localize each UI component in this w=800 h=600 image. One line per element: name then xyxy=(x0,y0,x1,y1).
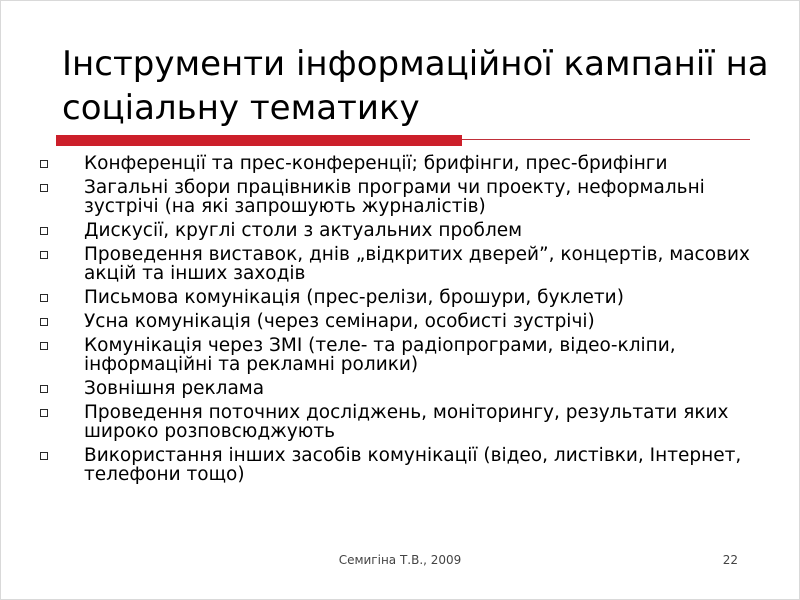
slide-title: Інструменти інформаційної кампанії на соціальну тематику xyxy=(62,44,769,128)
footer-author: Семигіна Т.В., 2009 xyxy=(338,553,462,567)
square-bullet-icon xyxy=(40,385,48,393)
bullet-text: Усна комунікація (через семінари, особисті зустрічі) xyxy=(84,311,595,332)
title-underline-thick-bar xyxy=(56,135,462,146)
title-underline xyxy=(56,135,750,151)
square-bullet-icon xyxy=(40,452,48,460)
bullet-text: Конференції та прес-конференції; брифінги, прес-брифінги xyxy=(84,153,668,174)
square-bullet-icon xyxy=(40,318,48,326)
bullet-item xyxy=(36,154,776,173)
bullet-list xyxy=(36,154,776,489)
square-bullet-icon xyxy=(40,251,48,259)
square-bullet-icon xyxy=(40,227,48,235)
title-underline-thin-line xyxy=(462,139,750,140)
bullet-item xyxy=(36,288,776,307)
bullet-item xyxy=(36,403,776,441)
bullet-text: Письмова комунікація (прес-релізи, брошури, буклети) xyxy=(84,287,624,308)
bullet-item xyxy=(36,221,776,240)
bullet-item xyxy=(36,379,776,398)
bullet-item xyxy=(36,178,776,216)
square-bullet-icon xyxy=(40,160,48,168)
bullet-text: Зовнішня реклама xyxy=(84,378,265,399)
bullet-item xyxy=(36,312,776,331)
bullet-text: Загальні збори працівників програми чи проекту, неформальні зустрічі (на які запрошують журналістів) xyxy=(84,177,705,217)
square-bullet-icon xyxy=(40,184,48,192)
bullet-item xyxy=(36,446,776,484)
bullet-text: Використання інших засобів комунікації (відео, листівки, Інтернет, телефони тощо) xyxy=(84,445,742,485)
bullet-text: Проведення виставок, днів „відкритих дверей”, концертів, масових акцій та інших заходів xyxy=(84,244,750,284)
square-bullet-icon xyxy=(40,294,48,302)
bullet-item xyxy=(36,336,776,374)
bullet-text: Проведення поточних досліджень, моніторингу, результати яких широко розповсюджують xyxy=(84,402,729,442)
square-bullet-icon xyxy=(40,342,48,350)
page-number: 22 xyxy=(722,553,738,567)
bullet-text: Дискусії, круглі столи з актуальних проблем xyxy=(84,220,523,241)
square-bullet-icon xyxy=(40,409,48,417)
bullet-text: Комунікація через ЗМІ (теле- та радіопрограми, відео-кліпи, інформаційні та рекламні ролики) xyxy=(84,335,676,375)
bullet-item xyxy=(36,245,776,283)
